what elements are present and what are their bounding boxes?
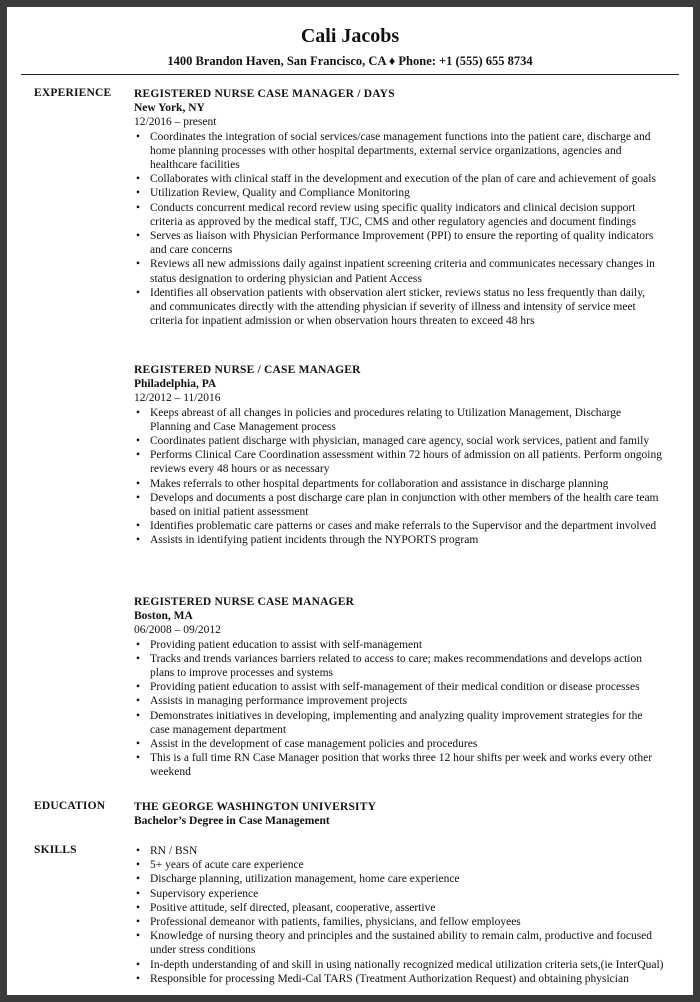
list-item: • Professional demeanor with patients, families, physicians, and fellow employees [150,915,664,929]
list-item: • Tracks and trends variances barriers related to access to care; makes recommendations and develops action plans to improve processes and systems [150,652,664,680]
list-item: • Keeps abreast of all changes in policies and procedures relating to Utilization Management, Discharge Planning and Case Management process [150,406,664,434]
education-heading: EDUCATION [34,800,106,812]
header-divider [21,74,679,75]
job-title: REGISTERED NURSE / CASE MANAGER [134,364,361,376]
list-item: • Serves as liaison with Physician Performance Improvement (PPI) to ensure the reporting of quality indicators and care concerns [150,229,664,257]
skills-list [134,844,664,986]
list-item: • Positive attitude, self directed, pleasant, cooperative, assertive [150,901,664,915]
list-item: • Demonstrates initiatives in developing, implementing and analyzing quality improvement strategies for the case management department [150,709,664,737]
list-item: • Responsible for processing Medi-Cal TARS (Treatment Authorization Request) and obtaining physician [150,972,664,986]
skills-heading: SKILLS [34,844,77,856]
job-dates: 06/2008 – 09/2012 [134,624,221,637]
job-title: REGISTERED NURSE CASE MANAGER / DAYS [134,88,395,100]
job-entry [134,363,664,548]
list-item: • Makes referrals to other hospital departments for collaboration and assistance in discharge planning [150,477,664,491]
job-bullets [134,130,664,329]
job-location: New York, NY [134,102,205,115]
list-item: • Assists in managing performance improvement projects [150,694,664,708]
experience-heading: EXPERIENCE [34,87,112,99]
job-dates: 12/2016 – present [134,116,217,129]
job-location: Philadelphia, PA [134,378,217,391]
resume-page [7,7,693,995]
list-item: • Providing patient education to assist with self-management of their medical condition or disease processes [150,680,664,694]
list-item: • Assist in the development of case management policies and procedures [150,737,664,751]
list-item: • Assists in identifying patient incidents through the NYPORTS program [150,533,664,547]
job-bullets [134,638,664,780]
education-entry [134,800,664,828]
school-name: THE GEORGE WASHINGTON UNIVERSITY [134,801,377,813]
list-item: • Collaborates with clinical staff in the development and execution of the plan of care and achievement of goals [150,172,664,186]
list-item: • 5+ years of acute care experience [150,858,664,872]
list-item: • RN / BSN [150,844,664,858]
job-bullets [134,406,664,548]
list-item: • This is a full time RN Case Manager position that works three 12 hour shifts per week and works every other weekend [150,751,664,779]
list-item: • Identifies problematic care patterns or cases and make referrals to the Supervisor and the department involved [150,519,664,533]
list-item: • Identifies all observation patients with observation alert sticker, reviews status no less frequently than daily, and communicates directly with the attending physician if severity of illness and intensity of service meet criteria for inpatient admission or when observation hours threaten to exceed 48 hrs [150,286,664,329]
job-title: REGISTERED NURSE CASE MANAGER [134,596,355,608]
list-item: • Develops and documents a post discharge care plan in conjunction with other members of the health care team based on initial patient assessment [150,491,664,519]
job-entry [134,595,664,780]
job-dates: 12/2012 – 11/2016 [134,392,221,405]
degree-name: Bachelor’s Degree in Case Management [134,815,330,828]
list-item: • Coordinates the integration of social services/case management functions into the patient care, discharge and home planning processes with other hospital departments, external service organizations, agencies and healthcare facilities [150,130,664,173]
list-item: • Conducts concurrent medical record review using specific quality indicators and clinical decision support criteria as approved by the medical staff, TJC, CMS and other regulatory agencies and document findings [150,201,664,229]
list-item: • Coordinates patient discharge with physician, managed care agency, social work services, patient and family [150,434,664,448]
candidate-name: Cali Jacobs [300,25,400,47]
list-item: • Knowledge of nursing theory and principles and the sustained ability to remain calm, productive and focused under stress conditions [150,929,664,957]
list-item: • Reviews all new admissions daily against inpatient screening criteria and communicates necessary changes in status designation to ordering physician and Patient Access [150,257,664,285]
job-entry [134,87,664,328]
list-item: • In-depth understanding of and skill in using nationally recognized medical utilization criteria sets,(ie InterQual) [150,958,664,972]
list-item: • Discharge planning, utilization management, home care experience [150,872,664,886]
list-item: • Providing patient education to assist with self-management [150,638,664,652]
contact-line: 1400 Brandon Haven, San Francisco, CA ♦ Phone: +1 (555) 655 8734 [167,54,533,68]
skills-entry [134,844,664,986]
job-location: Boston, MA [134,610,193,623]
list-item: • Utilization Review, Quality and Compliance Monitoring [150,186,664,200]
list-item: • Performs Clinical Care Coordination assessment within 72 hours of admission on all patients. Perform ongoing reviews every 48 hours or as necessary [150,448,664,476]
list-item: • Supervisory experience [150,887,664,901]
